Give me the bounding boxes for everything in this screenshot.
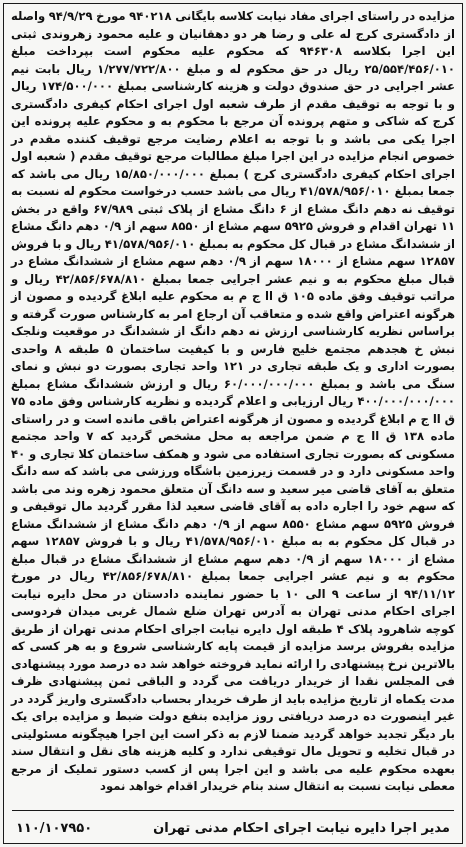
auction-notice-body: مزایده در راستای اجرای مفاد نیابت کلاسه بایگانی ۹۴۰۲۱۸ مورخ ۹۴/۹/۲۹ واصله از دادگستری کرج له علی و رضا هر دو دهقانیان و علیه محمود زهروندی ثبتی این اجرا بکلاسه ۹۴۶۳۰۸ که محکوم علیه محکوم است بپرداخت مبلغ ۲۵/۵۵۴/۴۵۶/۰۱۰ ریال در حق محکوم له و مبلغ ۱/۲۷۷/۷۲۲/۸۰۰ ریال بابت نیم عشر اجرایی در حق صندوق دولت و هزینه کارشناسی بمبلغ ۱۷۴/۵۰۰/۰۰۰ ریال و با توجه به توقیف مقدم از طرف شعبه اول اجرای احکام کیفری دادگستری کرج که شاکی و متهم پرونده آن مرجع با محکوم به و محکوم علیه پرونده این اجرا یکی می باشد و با توجه به اعلام رضایت مرجع توقیف کننده مقدم در خصوص انجام مزایده در این اجرا مبلغ مطالبات مرجع توقیف مقدم ( شعبه اول اجرای احکام کیفری دادگستری کرج ) بمبلغ ۱۵/۸۵۰/۰۰۰/۰۰۰ ریال می باشد که جمعا بمبلغ ۴۱/۵۷۸/۹۵۶/۰۱۰ ریال می باشد حسب درخواست محکوم له نسبت به توقیف نه دهم دانگ مشاع از ۶ دانگ مشاع از پلاک ثبتی ۶۷/۹۸۹ واقع در بخش ۱۱ تهران اقدام و فروش ۵۹۲۵ سهم مشاع از ۸۵۵۰ سهم از ۰/۹ دهم دانگ مشاع از ششدانگ مشاع در قبال کل محکوم به بمبلغ ۴۱/۵۷۸/۹۵۶/۰۱۰ ریال و با فروش ۱۲۸۵۷ سهم مشاع از ۱۸۰۰۰ سهم از ۰/۹ دهم سهم مشاع از ششدانگ مشاع در قبال مبلغ محکوم به و نیم عشر اجرایی جمعا بمبلغ ۴۲/۸۵۶/۶۷۸/۸۱۰ ریال و مراتب توقیف وفق ماده ۱۰۵ ق اا ج م به محکوم علیه ابلاغ گردیده و مصون از هرگونه اعتراض واقع شده و متعاقب آن ارجاع امر به کارشناس صورت گرفته و براساس نظریه کارشناسی ارزش نه دهم دانگ از ششدانگ در موقعیت ونلجک نبش خ هجدهم مجتمع خلیج فارس و با کیفیت ساختمان ۵ طبقه ۸ واحدی بصورت اداری و یک طبقه تجاری در ۱۲۱ واحد تجاری بصورت دو نبش و نمای سنگ می باشد و بمبلغ ۶۰/۰۰۰/۰۰۰/۰۰۰ ریال و ارزش ششدانگ مشاع بمبلغ ۴۰۰/۰۰۰/۰۰۰/۰۰۰ ریال ارزیابی و اعلام گردیده و نظریه کارشناس وفق ماده ۷۵ ق اا ج م ابلاغ گردیده و مصون از هرگونه اعتراض باقی مانده است و در راستای ماده ۱۳۸ ق اا ج م ضمن مراجعه به محل مشخص گردید که ۷ واحد مجتمع مسکونی که بصورت تجاری استفاده می شود و همکف ساختمان کلا تجاری و ۴۰ واحد مسکونی دارد و در قسمت زیرزمین باشگاه ورزشی می باشد که سه دانگ متعلق به آقای قاضی میر سعید و سه دانگ آن متعلق محمود زهره وند می باشد که سهم خود را اجاره داده به آقای قاضی سعید لذا مقرر گردید مال توقیفی و فروش ۵۹۲۵ سهم مشاع ۸۵۵۰ سهم از ۰/۹ دهم دانگ مشاع از ششدانگ مشاع در قبال کل محکوم به به مبلغ ۴۱/۵۷۸/۹۵۶/۰۱۰ ریال و با فروش ۱۲۸۵۷ سهم مشاع از ۱۸۰۰۰ سهم از ۰/۹ دهم سهم مشاع از ششدانگ مشاع در قبال مبلغ محکوم به و نیم عشر اجرایی جمعا بمبلغ ۴۲/۸۵۶/۶۷۸/۸۱۰ ریال در مورخ ۹۴/۱۱/۱۲ از ساعت ۹ الی ۱۰ با حضور نماینده دادستان در محل دایره نیابت اجرای احکام مدنی تهران به آدرس تهران ضلع شمال غربی میدان فردوسی کوچه شاهرود پلاک ۴ طبقه اول دایره نیابت اجرای احکام مدنی تهران از طریق مزایده بفروش برسد مزایده از قیمت پایه کارشناسی شروع و به هر کسی که بالاترین نرخ پیشنهادی را ارائه نماید فروخته خواهد شد ده درصد مورد پیشنهادی فی المجلس نقدا از خریدار دریافت می گردد و الباقی ثمن پیشنهادی ظرف مدت یکماه از تاریخ مزایده باید از طرف خریدار بحساب دادگستری واریز گردد در غیر اینصورت ده درصد دریافتی روز مزایده بنفع دولت ضبط و مزایده برای یک بار دیگر تجدید خواهد گردید ضمنا لازم به ذکر است این اجرا هیچگونه مسئولیتی در قبال تخلیه و تحویل مال توقیفی ندارد و کلیه هزینه های نقل و انتقال سند بعهده محکوم علیه می باشد و این اجرا پس از کسب دستور تملیک از مرجع معطی نیابت نسبت به انتقال سند بنام خریدار اقدام خواهد نمود: [11, 9, 456, 793]
reference-number: ۱۱۰/۱۰۷۹۵۰: [16, 820, 93, 836]
notice-frame: [3, 3, 463, 844]
signature-line: [16, 816, 450, 840]
signature-title: مدیر اجرا دایره نیابت اجرای احکام مدنی تهران: [153, 820, 450, 836]
signature-divider: [12, 810, 454, 811]
